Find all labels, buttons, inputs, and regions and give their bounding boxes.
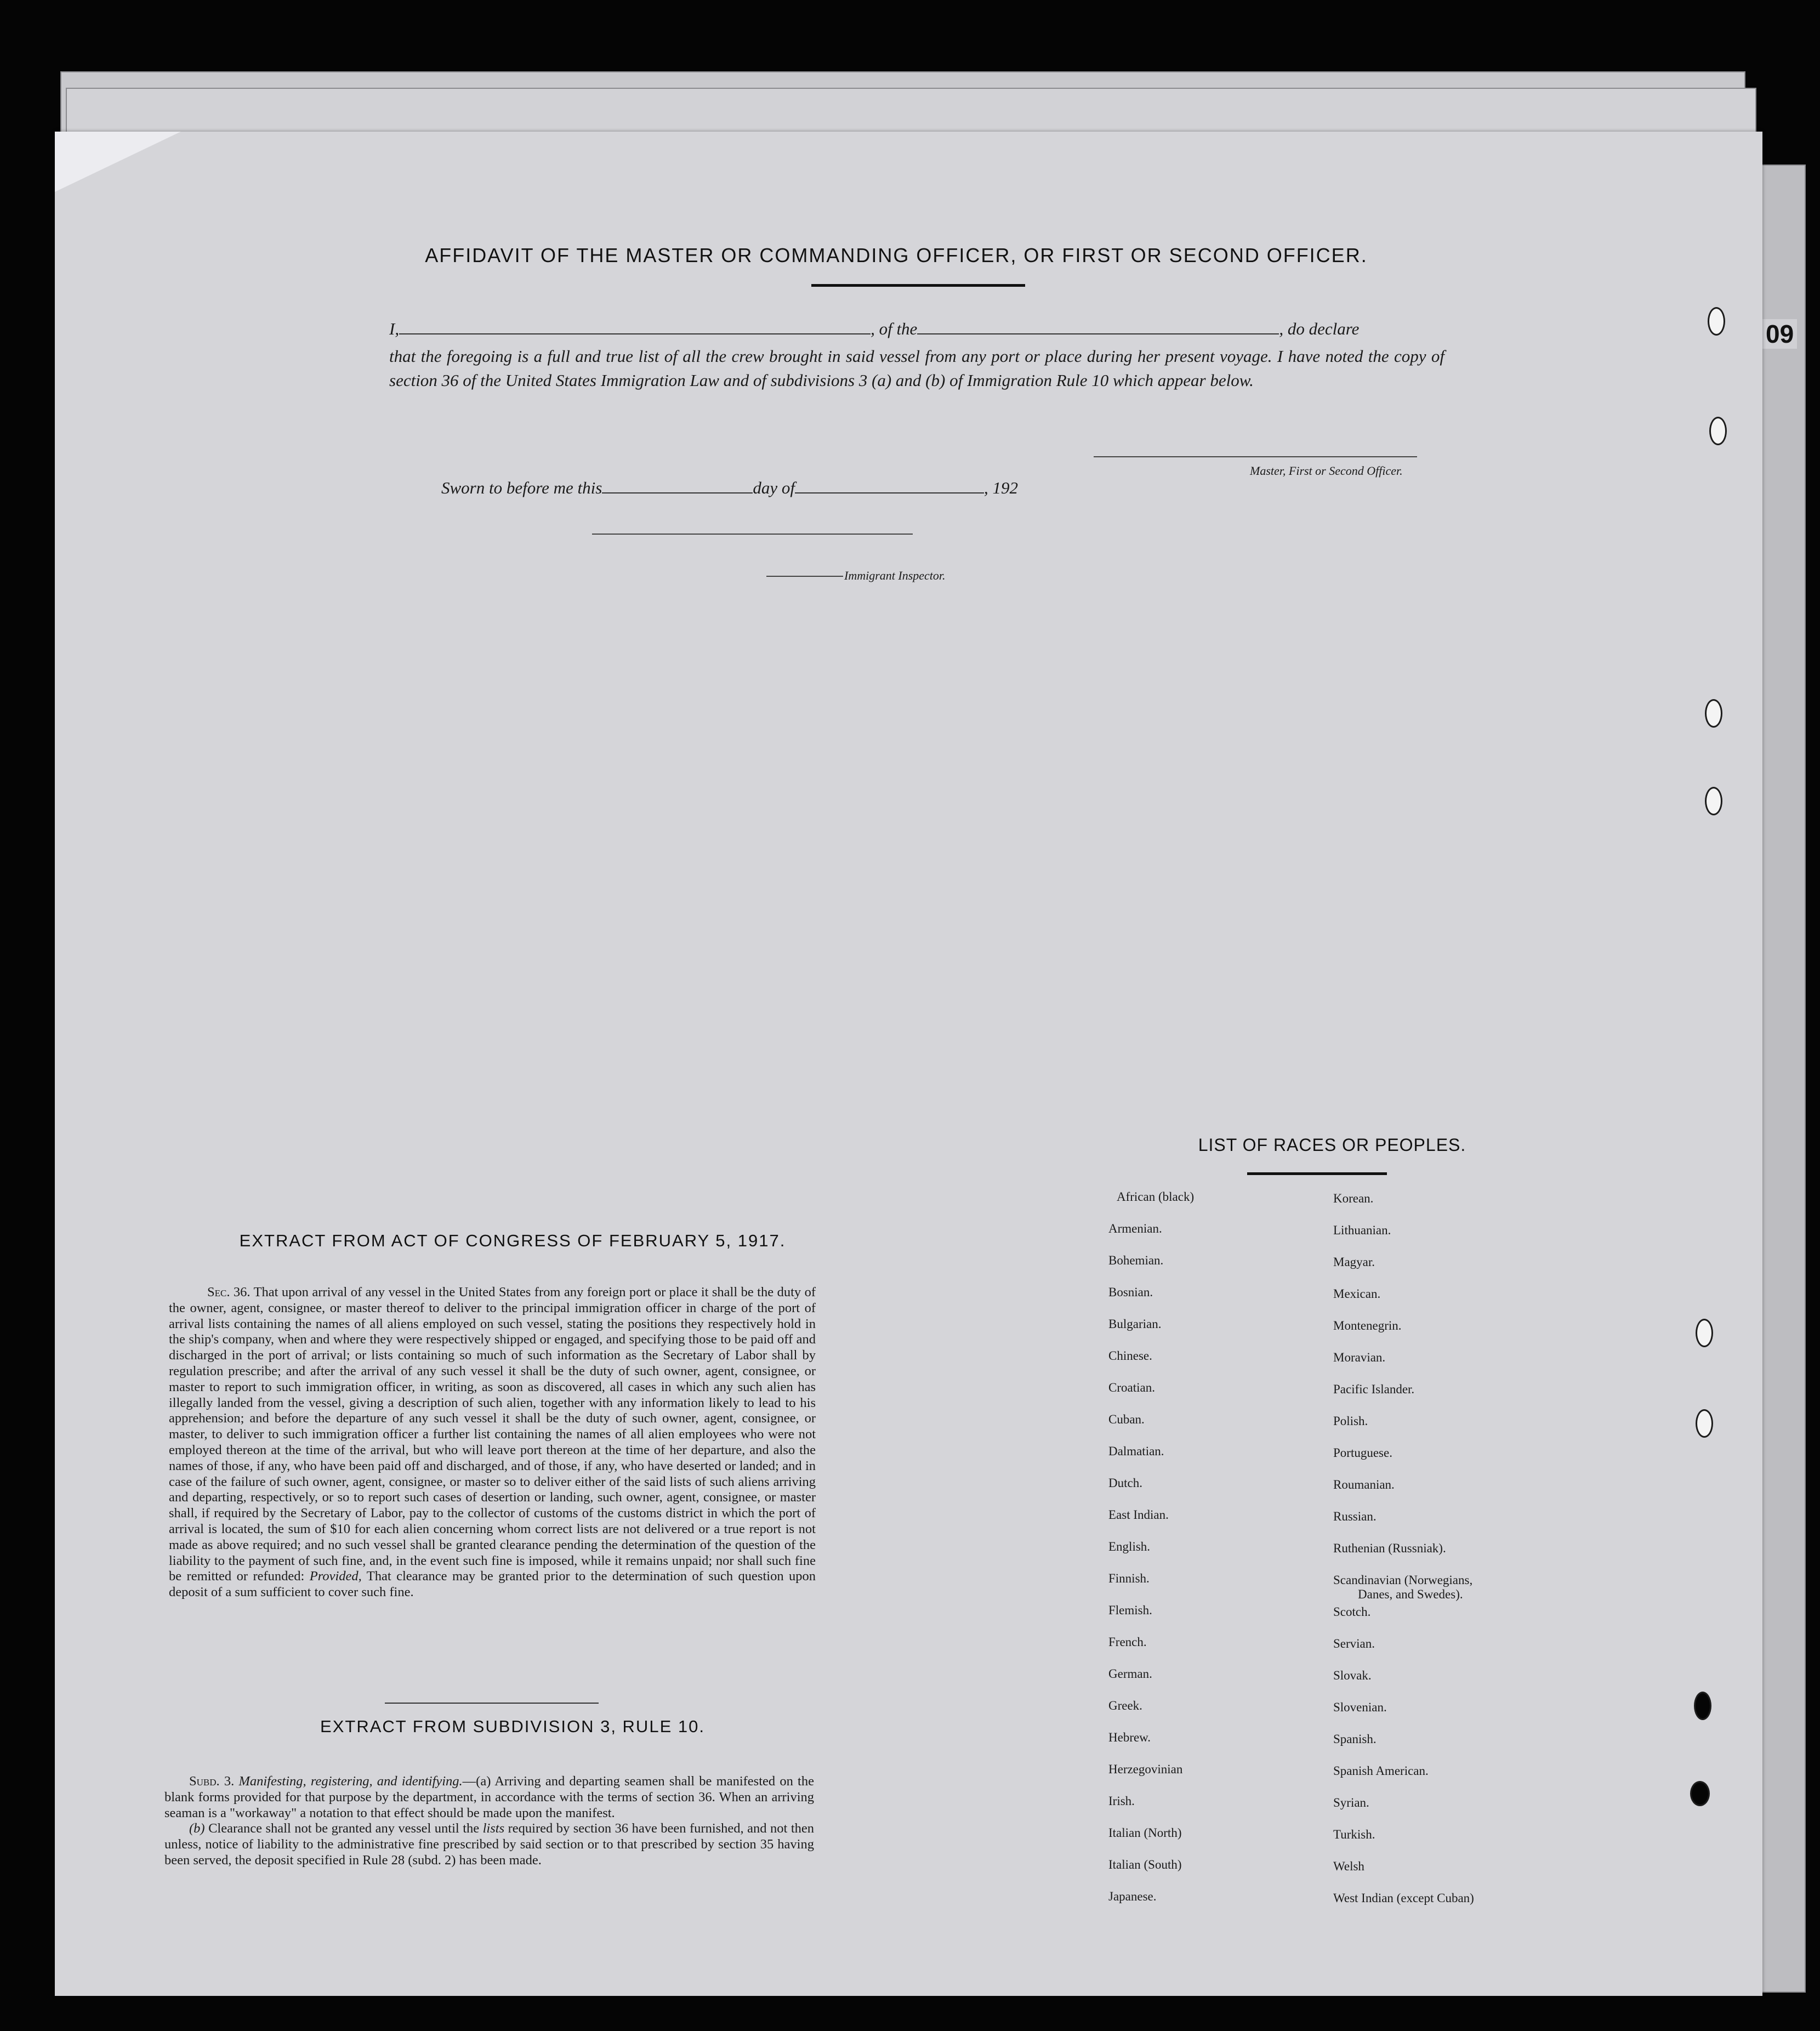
race-item: Lithuanian. [1333, 1223, 1391, 1237]
binder-hole [1708, 307, 1725, 336]
race-item: Welsh [1333, 1859, 1364, 1873]
race-item: Spanish American. [1333, 1764, 1429, 1778]
inspector-signature-line[interactable] [592, 534, 913, 535]
race-item: Bosnian. [1108, 1285, 1153, 1299]
act-extract-body [169, 1285, 816, 1601]
race-item: Greek. [1108, 1699, 1142, 1712]
race-item: Dalmatian. [1108, 1444, 1164, 1458]
inspector-label: Immigrant Inspector. [844, 569, 946, 582]
sworn-prefix: Sworn to before me this [441, 478, 602, 497]
races-title-rule [1247, 1172, 1387, 1175]
race-item: Portuguese. [1333, 1446, 1392, 1460]
race-item: Cuban. [1108, 1412, 1145, 1426]
name-blank[interactable] [399, 333, 871, 334]
race-item: Spanish. [1333, 1732, 1377, 1746]
affidavit-declare: , do declare [1279, 319, 1360, 338]
affidavit-body: that the foregoing is a full and true list of all the crew brought in said vessel from any port or place during her present voyage. I have noted the copy of section 36 of the United States Immigration Law and of subdivisions 3 (a) and (b) of Immigration Rule 10 which appear below. [389, 347, 1444, 390]
subd-para-a [164, 1774, 814, 1821]
race-item: Bohemian. [1108, 1253, 1164, 1267]
act-extract-title: EXTRACT FROM ACT OF CONGRESS OF FEBRUARY 5, 1917. [239, 1231, 786, 1250]
inspector-dash [766, 576, 843, 577]
race-item: Russian. [1333, 1510, 1377, 1523]
rule-extract-body [164, 1774, 814, 1869]
race-item: Chinese. [1108, 1349, 1152, 1363]
section-text-a: That upon arrival of any vessel in the United States from any foreign port or place it shall be the duty of the owner, agent, consignee, or master thereof to deliver to the principal immigration officer in charge of the port of arrival lists containing the names of all aliens employed on such vessel, stating the positions they respectively hold in the ship's company, when and where they were respectively shipped or engaged, and specifying those to be paid off and discharged in the port of arrival; or lists containing so much of such information as the Secretary of Labor shall by regulation prescribe; and after the arrival of any such vessel it shall be the duty of such owner, agent, consignee, or master to report to such immigration officer, in writing, as soon as discovered, all cases in which any such alien has illegally landed from the vessel, giving a description of such alien, together with any information likely to lead to his apprehension; and before the departure of any such vessel it shall be the duty of such owner, agent, consignee, or master, to deliver to such immigration officer a further list containing the names of all alien employees who were not employed thereon at the time of the arrival, but who will leave port thereon at the time of her departure, and also the names of those, if any, who have been paid off and discharged, and of those, if any, who have deserted or landed; and in case of the failure of such owner, agent, consignee, or master so to deliver either of the said lists of such aliens arriving and departing, respectively, or so to report such cases of desertion or landing, such owner, agent, consignee, or master shall, if required by the Secretary of Labor, pay to the collector of customs of the customs district in which the port of arrival is located, the sum of $10 for each alien concerning whom correct lists are not delivered or a true report is not made as above required; and no such vessel shall be granted clearance pending the determination of the question of the liability to the payment of such fine, and, in the event such fine is imposed, while it remains unpaid; nor shall such fine be remitted or refunded: [169, 1285, 816, 1584]
para-b-text-2: required by section 36 have been furnished, and not then unless, notice of liability to the administrative fine prescribed by said section or to that prescribed by section 35 having been served, the deposit specified in Rule 28 (subd. 2) has been made. [164, 1821, 814, 1868]
race-item: Magyar. [1333, 1255, 1375, 1269]
race-item: English. [1108, 1540, 1151, 1553]
race-item: Armenian. [1108, 1222, 1162, 1235]
subd-para-b [164, 1821, 814, 1868]
race-item: Scotch. [1333, 1605, 1371, 1619]
race-item: West Indian (except Cuban) [1333, 1891, 1474, 1905]
affidavit-of-the: , of the [871, 319, 918, 338]
binder-hole [1690, 1781, 1710, 1806]
race-item: Roumanian. [1333, 1478, 1395, 1491]
provided-word: Provided, [309, 1569, 362, 1584]
binder-hole [1694, 1692, 1711, 1720]
race-item: Hebrew. [1108, 1731, 1151, 1744]
race-item: Turkish. [1333, 1828, 1375, 1841]
race-item: Finnish. [1108, 1572, 1150, 1585]
race-item: Pacific Islander. [1333, 1382, 1415, 1396]
race-item: Mexican. [1333, 1287, 1381, 1301]
binder-hole [1705, 699, 1722, 728]
rule-extract-title: EXTRACT FROM SUBDIVISION 3, RULE 10. [320, 1717, 705, 1736]
folded-corner [55, 132, 181, 192]
vessel-blank[interactable] [917, 333, 1279, 334]
race-item: Slovenian. [1333, 1700, 1387, 1714]
subd-heading: Manifesting, registering, and identifying. [238, 1774, 463, 1789]
race-item: Irish. [1108, 1794, 1135, 1808]
race-item: Flemish. [1108, 1603, 1152, 1617]
race-item: Moravian. [1333, 1351, 1386, 1364]
race-item: French. [1108, 1635, 1147, 1649]
section-label: Sec. 36. [207, 1285, 251, 1300]
races-title: LIST OF RACES OR PEOPLES. [1198, 1135, 1466, 1155]
binder-hole [1696, 1319, 1713, 1347]
race-item: Italian (South) [1108, 1858, 1182, 1871]
binder-hole [1705, 787, 1722, 815]
race-item: Italian (North) [1108, 1826, 1182, 1840]
binder-hole [1709, 417, 1727, 445]
section-text-b: That clearance may be granted prior to the determination of such question upon deposit of a sum sufficient to cover such fine. [169, 1569, 816, 1600]
day-blank[interactable] [602, 492, 753, 493]
race-item: Scandinavian (Norwegians, [1333, 1573, 1473, 1587]
race-item: African (black) [1117, 1190, 1195, 1204]
para-b-lists: lists [482, 1821, 505, 1836]
manifest-page [55, 132, 1762, 1996]
binder-hole [1696, 1409, 1713, 1438]
sworn-year: , 192 [983, 478, 1018, 497]
affidavit-first-line [389, 319, 1442, 339]
race-item: Korean. [1333, 1192, 1374, 1205]
race-item: Japanese. [1108, 1890, 1157, 1903]
race-item: Danes, and Swedes). [1358, 1587, 1463, 1601]
para-b-text-1: Clearance shall not be granted any vessel until the [208, 1821, 480, 1836]
subd-label: Subd. 3. [189, 1774, 235, 1789]
race-item: Dutch. [1108, 1476, 1142, 1490]
tab-number: 09 [1762, 319, 1797, 349]
race-item: East Indian. [1108, 1508, 1169, 1522]
title-rule [811, 284, 1025, 287]
race-item: Montenegrin. [1333, 1319, 1402, 1332]
race-item: Servian. [1333, 1637, 1375, 1650]
sworn-line [441, 478, 1018, 498]
affidavit-i: I, [389, 319, 400, 338]
race-item: Ruthenian (Russniak). [1333, 1541, 1446, 1555]
race-item: Polish. [1333, 1414, 1368, 1428]
sworn-day: day of [753, 478, 795, 497]
para-b-label: (b) [189, 1821, 205, 1836]
race-item: Croatian. [1108, 1381, 1155, 1394]
race-item: Bulgarian. [1108, 1317, 1162, 1331]
race-item: Syrian. [1333, 1796, 1369, 1809]
affidavit-title: AFFIDAVIT OF THE MASTER OR COMMANDING OFFICER, OR FIRST OR SECOND OFFICER. [425, 244, 1368, 266]
race-item: German. [1108, 1667, 1152, 1681]
subd-para-a-text: —(a) Arriving and departing seamen shall be manifested on the blank forms provided for that purpose by the department, in accordance with the terms of section 36. When an arriving seaman is a "workaway" a notation to that effect should be made upon the manifest. [164, 1774, 814, 1820]
race-item: Herzegovinian [1108, 1762, 1183, 1776]
master-signature-line[interactable] [1094, 456, 1417, 457]
master-signature-label: Master, First or Second Officer. [1250, 464, 1403, 478]
race-item: Slovak. [1333, 1669, 1372, 1682]
month-blank[interactable] [795, 492, 984, 493]
section-divider [385, 1703, 599, 1704]
